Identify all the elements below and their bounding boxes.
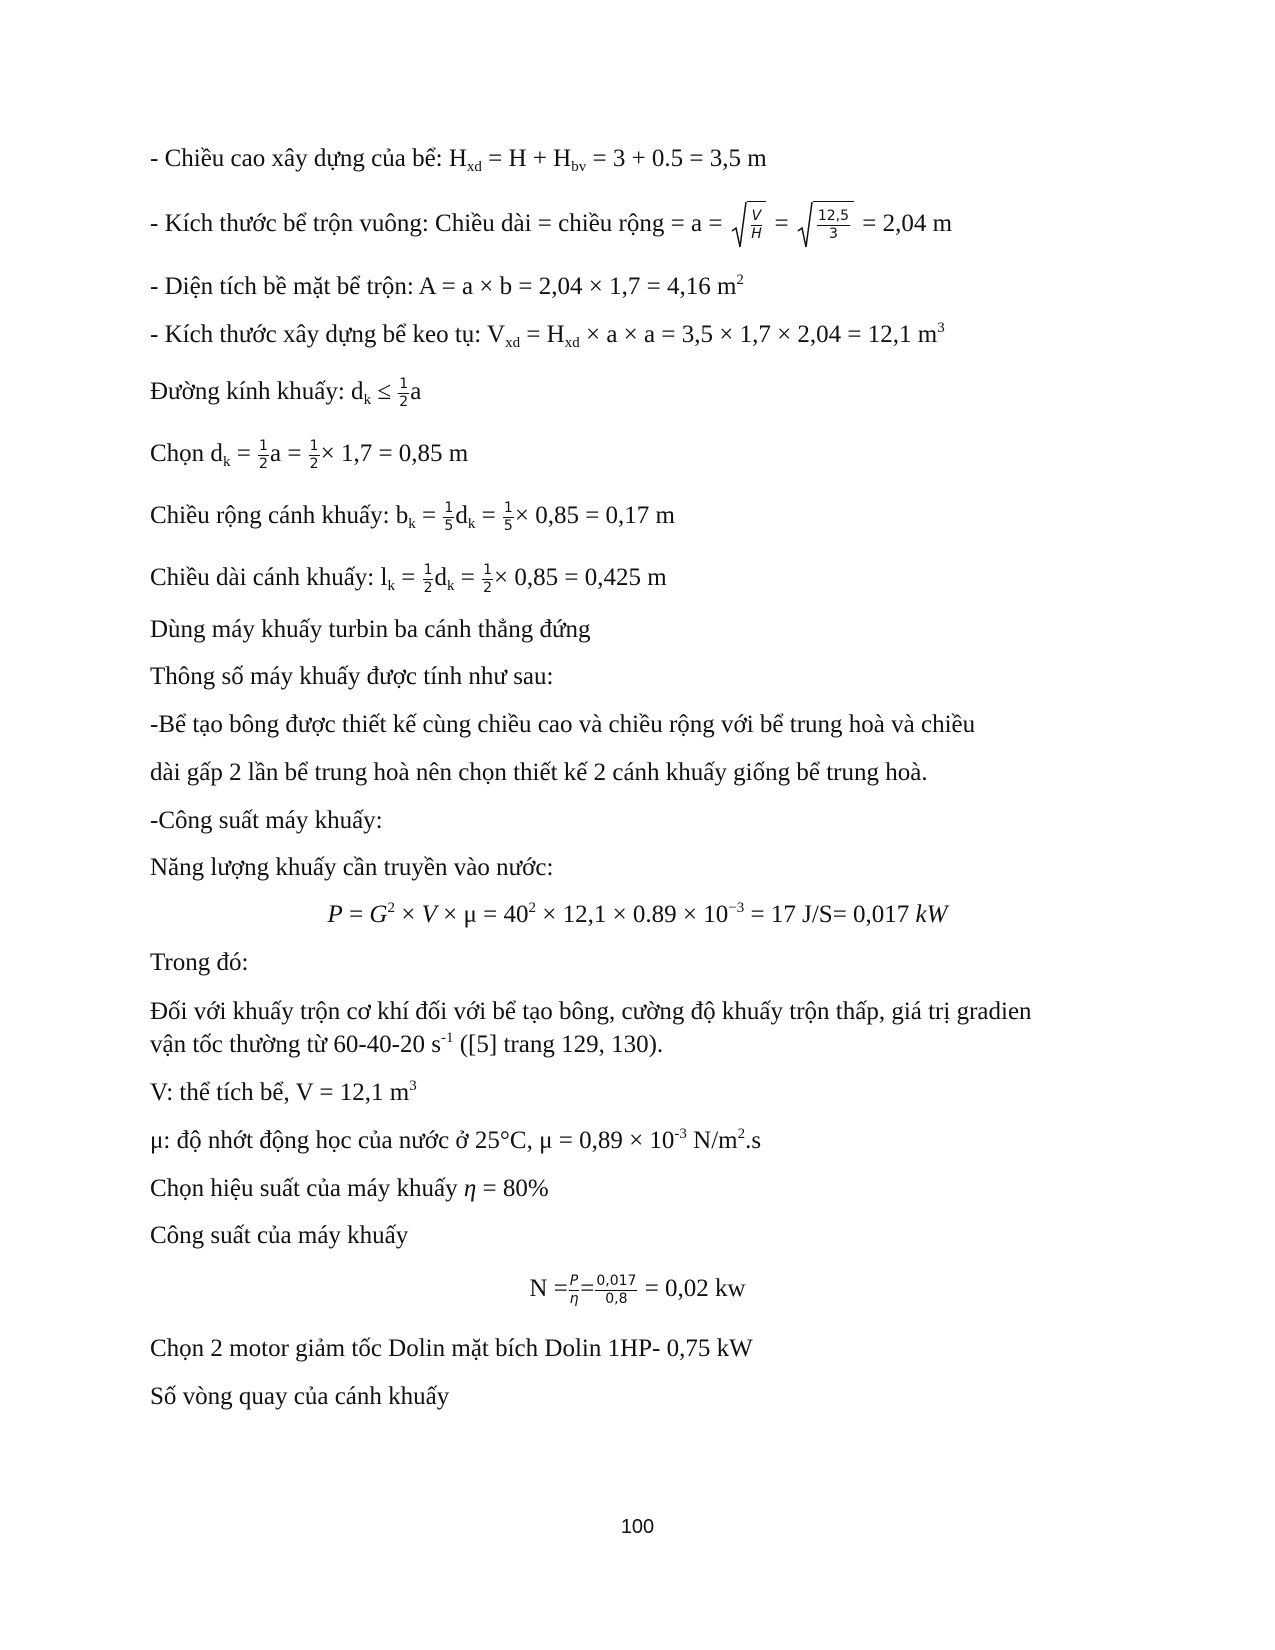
fraction-denominator: 0,8 (605, 1290, 628, 1307)
text: = (768, 210, 795, 237)
line-build-height (150, 144, 767, 174)
fraction-numerator: 12,5 (817, 208, 850, 225)
line-square-tank-size (150, 198, 952, 250)
text: .s (745, 1127, 762, 1154)
line-energy-intro: Năng lượng khuấy cần truyền vào nước: (150, 854, 554, 881)
line-turbine: Dùng máy khuấy turbin ba cánh thẳng đứng (150, 616, 591, 643)
text: × 0,85 = 0,425 m (494, 564, 667, 591)
line-floc-design-1: -Bể tạo bông được thiết kế cùng chiều cao và chiều rộng với bể trung hoà và chiều (150, 711, 976, 738)
text: V (421, 901, 437, 928)
fraction-numerator: V (751, 208, 762, 225)
fraction-denominator: 2 (399, 393, 409, 410)
superscript: 2 (528, 900, 536, 916)
text: × μ = 40 (436, 901, 529, 928)
text: - Kích thước bể trộn vuông: Chiều dài = chiều rộng = a = (150, 210, 729, 237)
line-power-heading: -Công suất máy khuấy: (150, 807, 383, 834)
text: d (455, 502, 468, 529)
line-blade-width (150, 496, 675, 536)
subscript: bv (571, 159, 587, 175)
text: N/m (686, 1127, 738, 1154)
superscript: 2 (737, 1126, 746, 1142)
text: Đường kính khuấy: d (150, 378, 364, 405)
line-surface-area (150, 272, 744, 302)
text: ([5] trang 129, 130). (453, 1031, 664, 1058)
text: = 2,04 m (856, 210, 953, 237)
text: × (394, 901, 422, 928)
line-choose-dk (150, 434, 468, 474)
text: vận tốc thường từ 60-40-20 s (150, 1031, 441, 1058)
text: G (369, 901, 388, 928)
subscript: k (446, 578, 455, 594)
subscript: k (467, 516, 476, 532)
line-viscosity (150, 1126, 761, 1156)
equation-power (0, 900, 1275, 930)
text: = (230, 440, 258, 467)
text: Chiều rộng cánh khuấy: b (150, 502, 409, 529)
superscript: -3 (674, 1126, 687, 1142)
subscript: xd (466, 159, 482, 175)
text: = (580, 1275, 595, 1302)
subscript: xd (505, 335, 521, 351)
text: Chọn d (150, 440, 223, 467)
text: × a × a = 3,5 × 1,7 × 2,04 = 12,1 m (579, 321, 938, 348)
text: a = (269, 440, 308, 467)
fraction-denominator: 3 (828, 226, 838, 243)
fraction-numerator: 1 (423, 561, 433, 578)
fraction-denominator: 2 (483, 579, 493, 596)
subscript: k (222, 454, 231, 470)
text: - Diện tích bề mặt bể trộn: A = a × b = 2,04 × 1,7 = 4,16 m (150, 273, 737, 300)
text: = (342, 901, 370, 928)
text: × 0,85 = 0,17 m (514, 502, 675, 529)
text: = H + H (481, 145, 572, 172)
text: P (327, 901, 343, 928)
line-params-intro: Thông số máy khuấy được tính như sau: (150, 663, 554, 690)
fraction-numerator: 1 (309, 437, 319, 454)
line-build-volume (150, 320, 945, 350)
text: d (434, 564, 447, 591)
text: × 12,1 × 0.89 × 10 (535, 901, 729, 928)
fraction-numerator: P (569, 1272, 579, 1289)
text: = (415, 502, 443, 529)
line-blade-length (150, 558, 667, 598)
text: N = (529, 1275, 568, 1302)
fraction-denominator: η (569, 1290, 579, 1307)
text: Chiều dài cánh khuấy: l (150, 564, 388, 591)
page-number: 100 (620, 1516, 655, 1538)
fraction-denominator: 2 (309, 455, 319, 472)
line-volume (150, 1078, 417, 1108)
line-rotation-speed: Số vòng quay của cánh khuấy (150, 1383, 450, 1410)
fraction-denominator: H (751, 226, 762, 243)
fraction-numerator: 1 (399, 375, 409, 392)
text: - Chiều cao xây dựng của bể: H (150, 145, 467, 172)
fraction-denominator: 2 (259, 455, 268, 472)
sqrt-v-over-h (731, 201, 767, 249)
text: Chọn hiệu suất của máy khuấy (150, 1175, 464, 1202)
text: = (454, 564, 482, 591)
text: - Kích thước xây dựng bể keo tụ: V (150, 321, 506, 348)
line-efficiency (150, 1174, 549, 1204)
text: μ: độ nhớt động học của nước ở 25°C, μ = 0,89 × 10 (150, 1127, 675, 1154)
text: ≤ (371, 378, 398, 405)
fraction-numerator: 1 (259, 437, 268, 454)
fraction-denominator: 2 (423, 579, 433, 596)
equation-motor-power (0, 1265, 1275, 1313)
fraction-denominator: 5 (444, 517, 454, 534)
radical-icon (797, 201, 813, 249)
fraction-numerator: 1 (483, 561, 493, 578)
superscript: 2 (387, 900, 395, 916)
text: a (410, 378, 422, 405)
text: = 0,02 kw (638, 1275, 746, 1302)
text: kW (915, 901, 948, 928)
superscript: 3 (409, 1078, 417, 1094)
text: V: thể tích bể, V = 12,1 m (150, 1079, 410, 1106)
fraction-denominator: 5 (503, 517, 513, 534)
line-motor-choice: Chọn 2 motor giảm tốc Dolin mặt bích Dolin 1HP- 0,75 kW (150, 1335, 753, 1362)
subscript: k (408, 516, 416, 532)
superscript: -1 (440, 1030, 454, 1046)
line-floc-design-2: dài gấp 2 lần bể trung hoà nên chọn thiết kế 2 cánh khuấy giống bể trung hoà. (150, 759, 928, 786)
text: = H (520, 321, 565, 348)
superscript: 3 (937, 320, 945, 336)
fraction-numerator: 0,017 (596, 1272, 637, 1289)
line-gradient-1: Đối với khuấy trộn cơ khí đối với bể tạo bông, cường độ khuấy trộn thấp, giá trị gradien (150, 998, 1032, 1025)
superscript: −3 (728, 900, 745, 916)
superscript: 2 (736, 272, 744, 288)
text: = 80% (476, 1175, 549, 1202)
text: × 1,7 = 0,85 m (320, 440, 469, 467)
text: η (463, 1175, 477, 1202)
subscript: k (387, 578, 395, 594)
radical-icon (731, 201, 747, 249)
subscript: k (363, 392, 372, 408)
sqrt-numeric (797, 201, 854, 249)
subscript: xd (564, 335, 580, 351)
fraction-numerator: 1 (503, 499, 513, 516)
line-gradient-2 (150, 1030, 663, 1060)
text: = 17 J/S= 0,017 (744, 901, 916, 928)
text: = 3 + 0.5 = 3,5 m (586, 145, 767, 172)
text: = (475, 502, 502, 529)
text: = (394, 564, 422, 591)
line-stirrer-diameter (150, 372, 421, 412)
line-where: Trong đó: (150, 949, 249, 976)
line-motor-power-heading: Công suất của máy khuấy (150, 1222, 409, 1249)
fraction-numerator: 1 (444, 499, 454, 516)
